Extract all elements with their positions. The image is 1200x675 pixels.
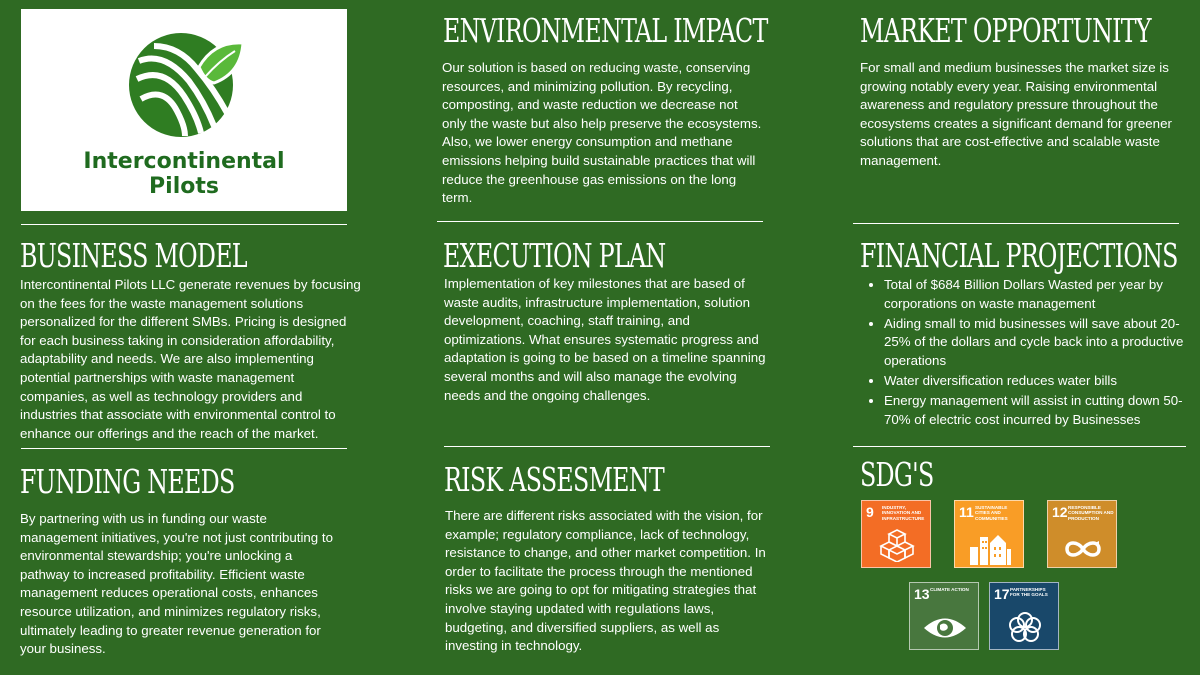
sdg-number: 17 <box>994 586 1010 602</box>
sdg-label: SUSTAINABLE CITIES AND COMMUNITIES <box>975 505 1008 521</box>
sdg-label: RESPONSIBLE CONSUMPTION AND PRODUCTION <box>1068 505 1114 521</box>
cubes-icon <box>877 528 917 562</box>
financial-projections-list <box>862 276 1200 430</box>
sdgs-title: SDG'S <box>860 455 934 494</box>
business-model-text: Intercontinental Pilots LLC generate revenues by focusing on the fees for the waste management solutions personalized for the different SMBs. Pricing is designed for each business taking in consideration affordability, adaptability and needs. We are also implementing potential partnerships with waste management companies, as well as technology providers and industries that associate with environmental control to enhance our offerings and the reach of the market. <box>20 277 361 441</box>
risk-assessment-text: There are different risks associated with the vision, for example; regulatory compliance, lack of technology, resistance to change, and other market competition. In order to facilitate the process through the mentioned risks we are going to opt for mitigating strategies that involve staying updated with regulations laws, budgeting, and diversified suppliers, as well as investing in technology. <box>445 508 766 654</box>
execution-plan-title: EXECUTION PLAN <box>443 236 666 275</box>
list-item: • Total of $684 Billion Dollars Wasted per year by corporations on waste management <box>884 276 1200 314</box>
leaf-emblem-icon <box>119 21 249 151</box>
sdg-12-tile <box>1047 500 1117 568</box>
sdg-label: PARTNERSHIPS FOR THE GOALS <box>1010 587 1048 598</box>
market-opportunity-title: MARKET OPPORTUNITY <box>860 11 1151 50</box>
sdg-number: 11 <box>959 504 974 520</box>
sdg-17-tile <box>989 582 1059 650</box>
rings-icon <box>1005 608 1045 648</box>
infinity-icon <box>1061 537 1105 561</box>
list-item: • Water diversification reduces water bills <box>884 372 1200 391</box>
funding-needs-title: FUNDING NEEDS <box>20 462 235 501</box>
execution-plan-text: Implementation of key milestones that are based of waste audits, infrastructure implementation, solution development, coaching, staff training, and optimizations. What ensures systematic progress and adaptation is going to be based on a timeline spanning several months and will also manage the evolving needs and the ongoing challenges. <box>444 276 766 403</box>
divider <box>853 223 1179 224</box>
eye-globe-icon <box>922 615 968 641</box>
divider <box>21 224 347 225</box>
divider <box>437 221 763 222</box>
list-item: • Aiding small to mid businesses will save about 20-25% of the dollars and cycle back into a productive operations <box>884 315 1200 371</box>
market-opportunity-text: For small and medium businesses the market size is growing notably every year. Raising environmental awareness and regulatory pressure throughout the ecosystems creates a significant demand for greener solutions that are cost-effective and scalable waste management. <box>860 60 1172 168</box>
city-icon <box>968 529 1012 565</box>
sdg-9-tile <box>861 500 931 568</box>
funding-needs-text: By partnering with us in funding our waste management initiatives, you're not just contributing to environmental stewardship; you're unlocking a pathway to increased profitability. Efficient waste management reduces operational costs, enhances resource utilization, and minimizes regulatory risks, ultimately leading to greater revenue generation for your business. <box>20 511 333 657</box>
environmental-impact-title: ENVIRONMENTAL IMPACT <box>443 11 768 50</box>
environmental-impact-text: Our solution is based on reducing waste, conserving resources, and minimizing pollution. By recycling, composting, and waste reduction we decrease not only the waste but also help preserve the ecosystems. Also, we lower energy consumption and methane emissions helping build sustainable practices that will reduce the greenhouse gas emissions on the long term. <box>442 60 762 206</box>
logo-name-line2: Pilots <box>149 174 219 199</box>
sdg-11-tile <box>954 500 1024 568</box>
divider <box>21 448 347 449</box>
sdg-number: 13 <box>914 586 930 602</box>
sdg-number: 12 <box>1052 504 1068 520</box>
sdg-label: CLIMATE ACTION <box>930 587 969 592</box>
divider <box>853 446 1186 447</box>
divider <box>444 446 770 447</box>
company-logo <box>21 9 347 211</box>
sdg-number: 9 <box>866 504 874 520</box>
business-model-title: BUSINESS MODEL <box>20 236 247 275</box>
list-item: • Energy management will assist in cutting down 50-70% of electric cost incurred by Businesses <box>884 392 1200 430</box>
logo-name-line1: Intercontinental <box>83 149 285 174</box>
sdg-label: INDUSTRY, INNOVATION AND INFRASTRUCTURE <box>882 505 925 521</box>
risk-assessment-title: RISK ASSESMENT <box>444 460 665 499</box>
sdg-13-tile <box>909 582 979 650</box>
financial-projections-title: FINANCIAL PROJECTIONS <box>860 236 1178 275</box>
